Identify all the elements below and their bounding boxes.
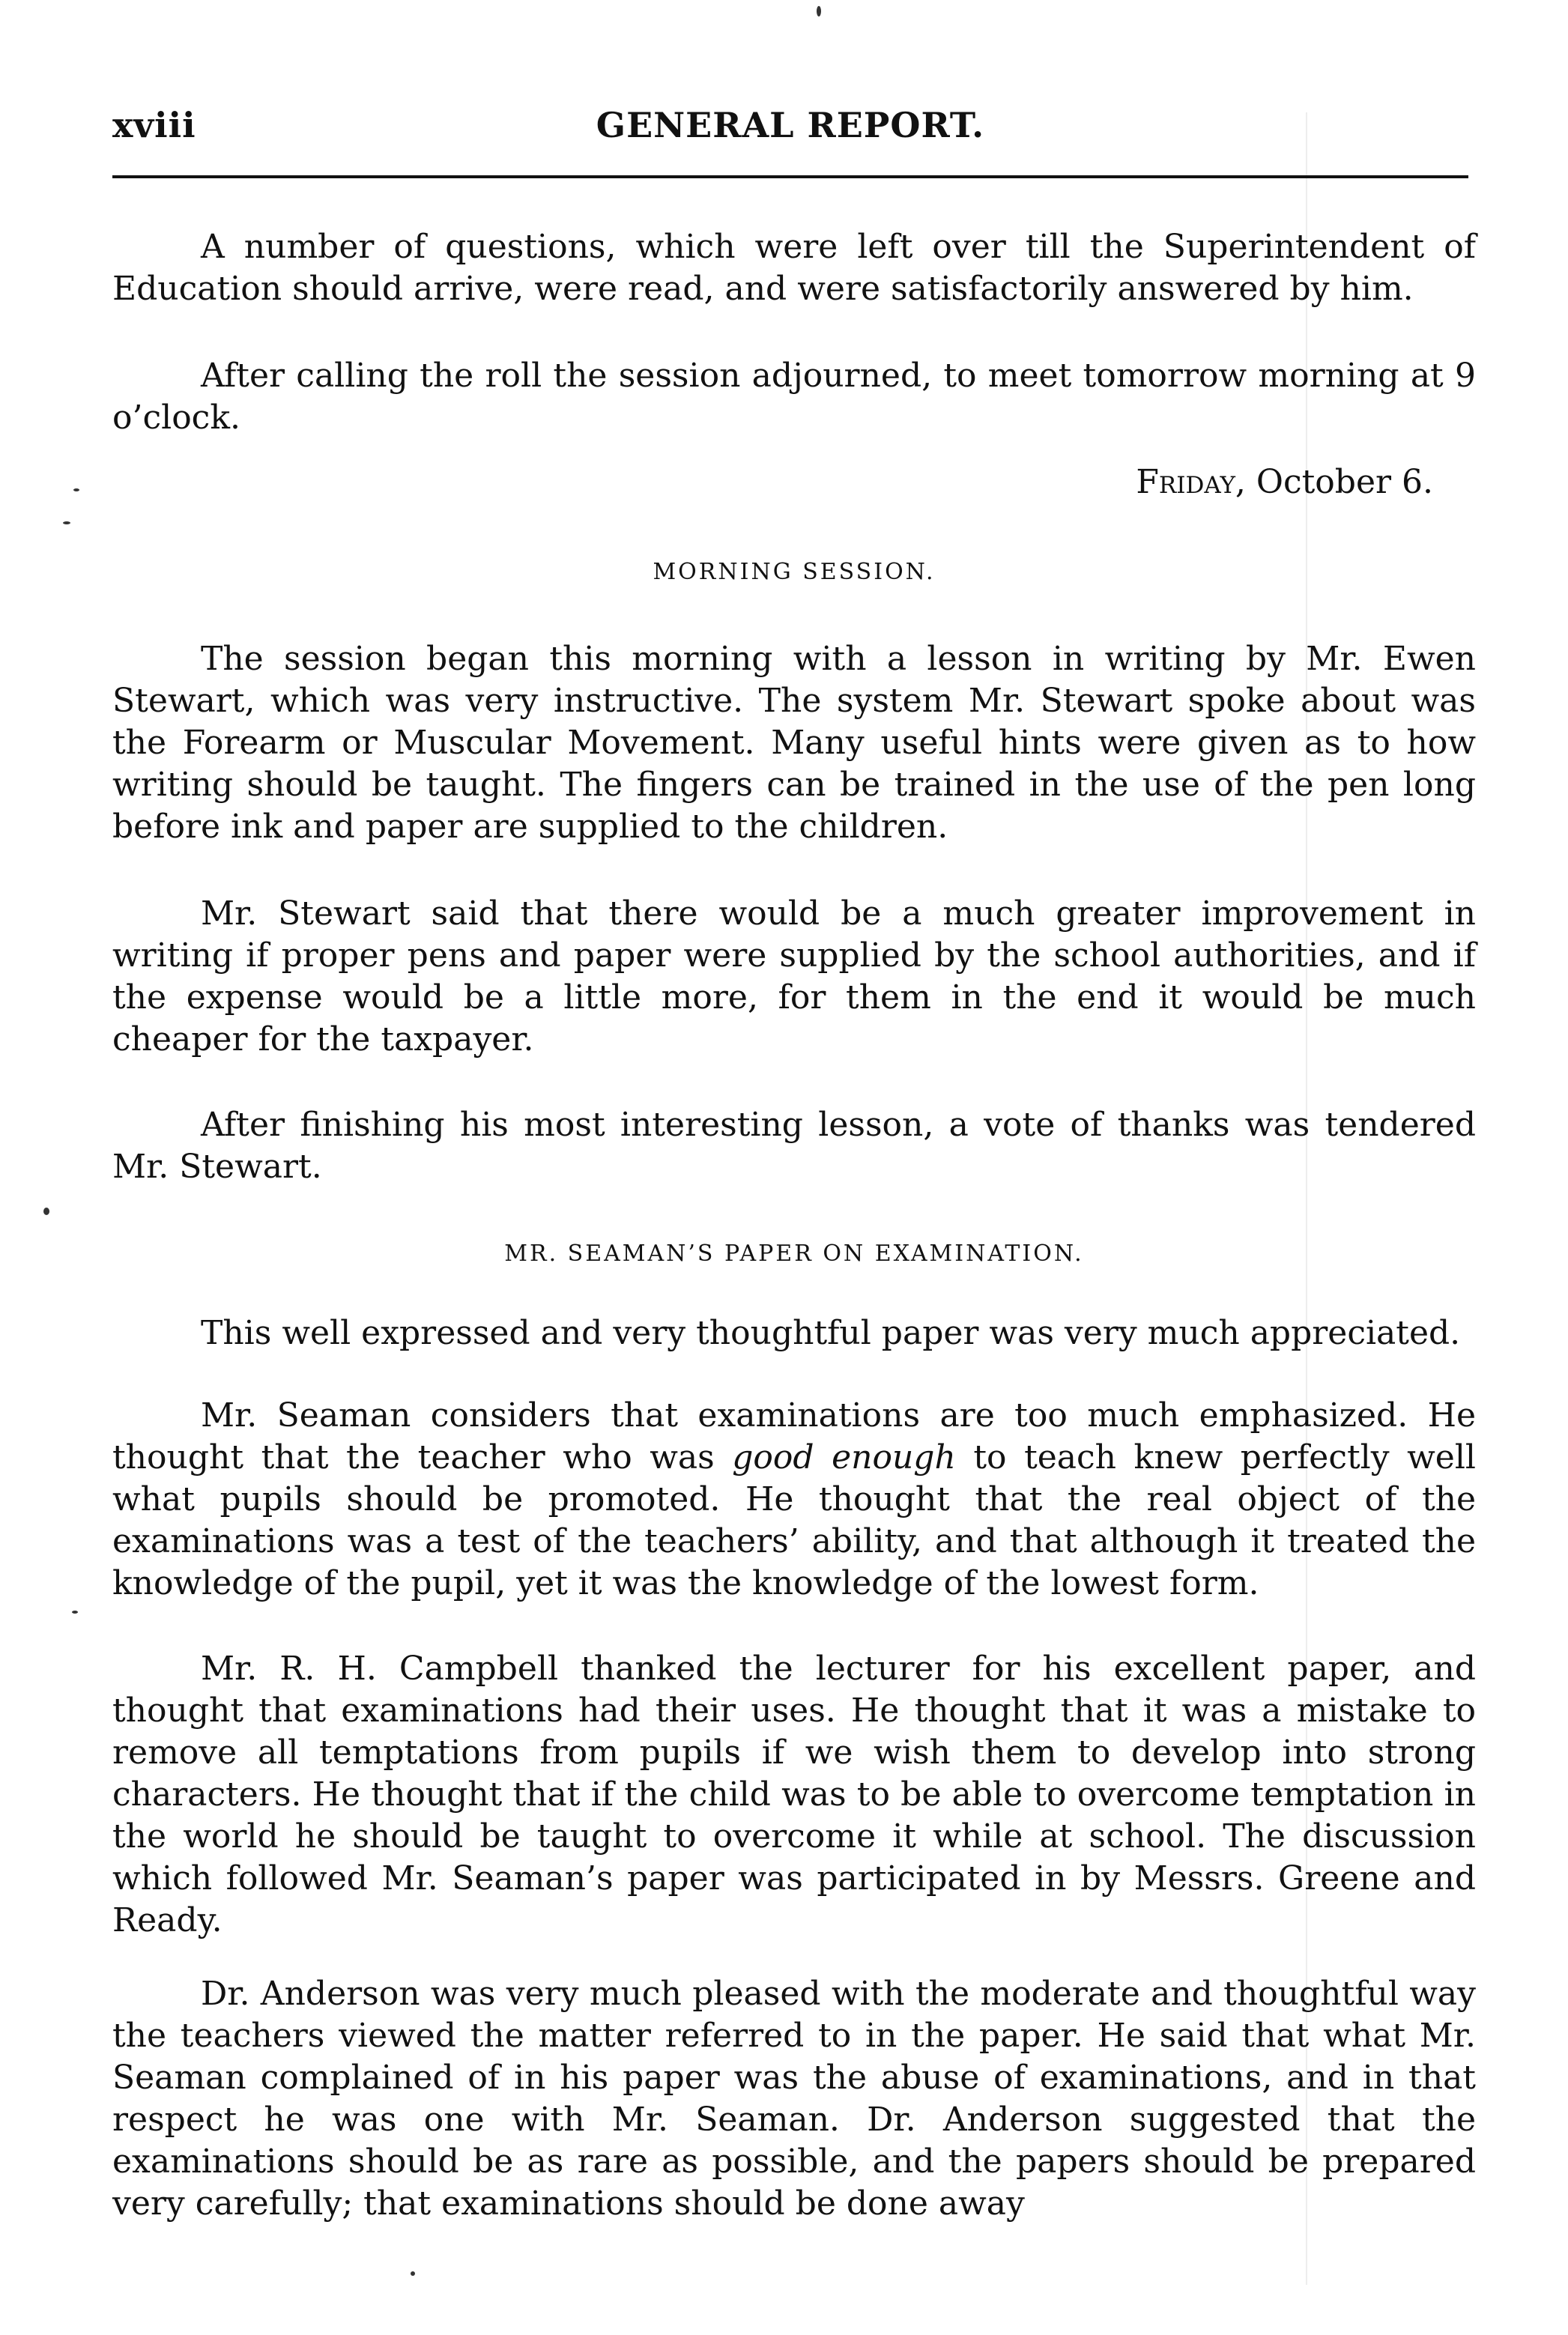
scan-mark	[73, 488, 79, 491]
dateline-day: Friday	[1136, 463, 1235, 501]
header-rule	[112, 175, 1468, 178]
paragraph-vote-of-thanks: After finishing his most interesting lesson, a vote of thanks was tendered Mr. Stewart.	[112, 1106, 1476, 1186]
paragraph-writing-lesson: The session began this morning with a lesson in writing by Mr. Ewen Stewart, which was very instructive. The system Mr. Stewart spoke about was the Forearm or Muscular Movement. Many useful hints were given as to how writing should be taught. The fingers can be trained in the use of the pen long before ink and paper are supplied to the children.	[112, 640, 1476, 846]
paragraph-appreciated: This well expressed and very thoughtful paper was very much appreciated.	[201, 1314, 1461, 1352]
paragraph-anderson: Dr. Anderson was very much pleased with the moderate and thoughtful way the teachers viewed the matter referred to in the paper. He said that what Mr. Seaman complained of in his paper was the abuse of examinations, and in that respect he was one with Mr. Seaman. Dr. Anderson suggested that the examinations should be as rare as possible, and the papers should be prepared very carefully; that examinations should be done away	[112, 1975, 1476, 2223]
page-number: xviii	[112, 105, 196, 145]
scan-mark	[63, 521, 70, 524]
scan-mark	[72, 1611, 78, 1614]
seaman-views-text-a: Mr. Seaman considers that examinations are too much emphasized. He thought that the teacher who was	[112, 1396, 1476, 1477]
section-heading-morning-session: MORNING SESSION.	[653, 559, 936, 585]
scan-mark	[43, 1208, 49, 1215]
section-heading-seaman-paper: MR. SEAMAN’S PAPER ON EXAMINATION.	[504, 1241, 1084, 1267]
paragraph-seaman-views	[112, 1395, 1476, 1605]
seaman-views-emphasis: good enough	[732, 1438, 956, 1477]
paragraph-adjourned: After calling the roll the session adjourned, to meet tomorrow morning at 9 o’clock.	[112, 357, 1476, 437]
running-head	[112, 105, 1468, 150]
dateline-date: , October 6.	[1235, 463, 1433, 501]
page-title: GENERAL REPORT.	[596, 105, 985, 145]
scan-mark	[817, 6, 821, 16]
paragraph-stewart-pens: Mr. Stewart said that there would be a much greater improvement in writing if proper pens and paper were supplied by the school authorities, and if the expense would be a little more, for them in the end it would be much cheaper for the taxpayer.	[112, 894, 1476, 1059]
paragraph-campbell: Mr. R. H. Campbell thanked the lecturer for his excellent paper, and thought that examinations had their uses. He thought that it was a mistake to remove all temptations from pupils if we wish them to develop into strong characters. He thought that if the child was to be able to overcome temptation in the world he should be taught to overcome it while at school. The discussion which followed Mr. Seaman’s paper was participated in by Messrs. Greene and Ready.	[112, 1650, 1476, 1939]
dateline	[1136, 463, 1433, 501]
paragraph-questions: A number of questions, which were left over till the Superintendent of Education should arrive, were read, and were satisfactorily answered by him.	[112, 228, 1476, 308]
scan-mark	[411, 2271, 415, 2276]
seaman-views-text-b: to teach knew perfectly well what pupils should be promoted. He thought that the real object of the examinations was a test of the teachers’ ability, and that although it treated the knowledge of the pupil, yet it was the knowledge of the lowest form.	[112, 1438, 1476, 1602]
